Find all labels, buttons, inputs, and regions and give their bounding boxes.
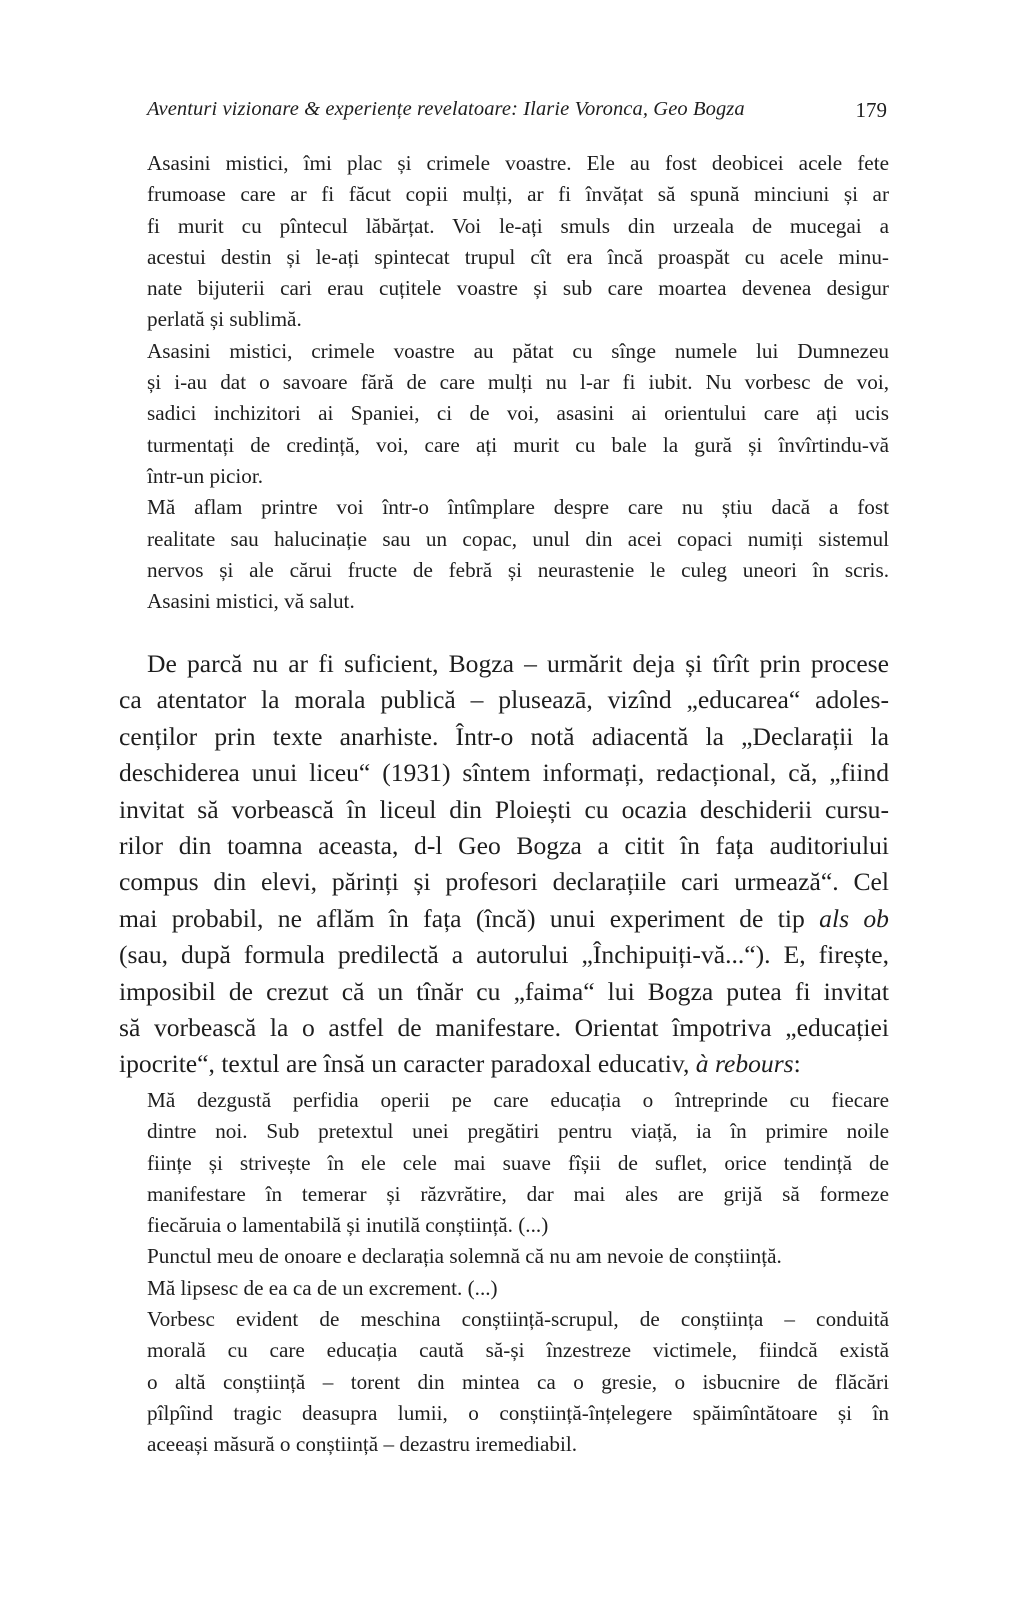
page-number: 179 [855,98,887,122]
text-line: invitat să vorbească în liceul din Ploiești cu ocazia deschiderii cursu- [119,794,889,824]
text-line: cenților prin texte anarhiste. Într-o notă adiacentă la „Declarații la [119,721,889,751]
text-line: compus din elevi, părinți și profesori declarațiile cari urmează“. Cel [119,867,889,897]
block-quote-asasini-mistici [147,148,889,617]
text-line: nate bijuterii cari erau cuțitele voastre și sub care moartea devenea desigur [147,276,889,301]
text-line: morală cu care educația caută să-și înzestreze victimele, fiindcă există [147,1338,889,1363]
text-line: pîlpîind tragic deasupra lumii, o conștiință-înțelegere spăimîntătoare și în [147,1400,889,1425]
text-line: într-un picior. [147,463,264,488]
italic-term-als-ob: als ob [819,903,889,933]
text-line: Vorbesc evident de meschina conștiință-scrupul, de conștiința – conduită [147,1307,889,1332]
running-title: Aventuri vizionare & experiențe revelatoare: Ilarie Voronca, Geo Bogza [147,98,745,120]
block-quote-declaratii [147,1085,889,1461]
text-line: Mă lipsesc de ea ca de un excrement. (...) [147,1275,498,1300]
text-line: turmentați de credință, voi, care ați murit cu bale la gură și învîrtindu-vă [147,432,889,457]
text-line: Mă dezgustă perfidia operii pe care educația o întreprinde cu fiecare [147,1088,889,1112]
text-line: deschiderea unui liceu“ (1931) sîntem informați, redacțional, că, „fiind [119,758,889,788]
text-line: aceeași măsură o conștiință – dezastru iremediabil. [147,1432,578,1457]
text-line: Asasini mistici, vă salut. [147,589,355,614]
text-line: fi murit cu pîntecul lăbărțat. Voi le-ați smuls din urzeala de mucegai a [147,213,889,238]
body-paragraph [119,646,889,1083]
text-run: : [793,1049,801,1079]
text-line: Asasini mistici, crimele voastre au pătat cu sînge numele lui Dumnezeu [147,338,889,363]
text-line: Asasini mistici, îmi plac și crimele voastre. Ele au fost deobicei acele fete [147,151,889,175]
text-line [119,901,889,937]
text-line: să vorbească la o astfel de manifestare. Orientat împotriva „educației [119,1012,889,1042]
text-line: și i-au dat o savoare fără de care mulți nu l-ar fi iubit. Nu vorbesc de voi, [147,370,889,395]
text-line: nervos și ale cărui fructe de febră și neurastenie le culeg uneori în scris. [147,557,889,582]
text-line: rilor din toamna aceasta, d-l Geo Bogza a citit în fața auditoriului [119,830,889,860]
text-line: dintre noi. Sub pretextul unei pregătiri pentru viață, ia în primire noile [147,1119,889,1144]
text-line: imposibil de crezut că un tînăr cu „faima“ lui Bogza putea fi invitat [119,976,889,1006]
text-line: frumoase care ar fi făcut copii mulți, ar fi învățat să spună minciuni și ar [147,182,889,207]
text-line: o altă conștiință – torent din mintea ca o gresie, o isbucnire de flăcări [147,1369,889,1394]
text-line: fiecăruia o lamentabilă și inutilă conștiință. (...) [147,1213,549,1238]
text-line: ființe și strivește în ele cele mai suave fîșii de suflet, orice tendință de [147,1150,889,1175]
text-line: manifestare în temerar și răzvrătire, dar mai ales are grijă să formeze [147,1181,889,1206]
text-line: realitate sau halucinație sau un copac, unul din acei copaci numiți sistemul [147,526,889,551]
text-line: Punctul meu de onoare e declarația solemnă că nu am nevoie de conștiință. [147,1244,782,1269]
running-header [147,98,887,128]
text-run: mai probabil, ne aflăm în fața (încă) unui experiment de tip [119,903,820,933]
text-line [119,1046,889,1082]
italic-term-a-rebours: à rebours [695,1049,794,1079]
text-line: De parcă nu ar fi suficient, Bogza – urmărit deja și tîrît prin procese [147,649,889,678]
text-line: acestui destin și le-ați spintecat trupul cît era încă proaspăt cu acele minu- [147,244,889,269]
text-line: perlată și sublimă. [147,307,302,332]
text-line: (sau, după formula predilectă a autorului „Închipuiți-vă...“). E, firește, [119,940,889,970]
text-run: ipocrite“, textul are însă un caracter paradoxal educativ, [119,1049,696,1079]
text-line: ca atentator la morala publică – pluseazā, vizînd „educarea“ adoles- [119,685,889,715]
text-line: Mă aflam printre voi într-o întîmplare despre care nu știu dacă a fost [147,495,889,520]
text-line: sadici inchizitori ai Spaniei, ci de voi, asasini ai orientului care ați ucis [147,401,889,426]
